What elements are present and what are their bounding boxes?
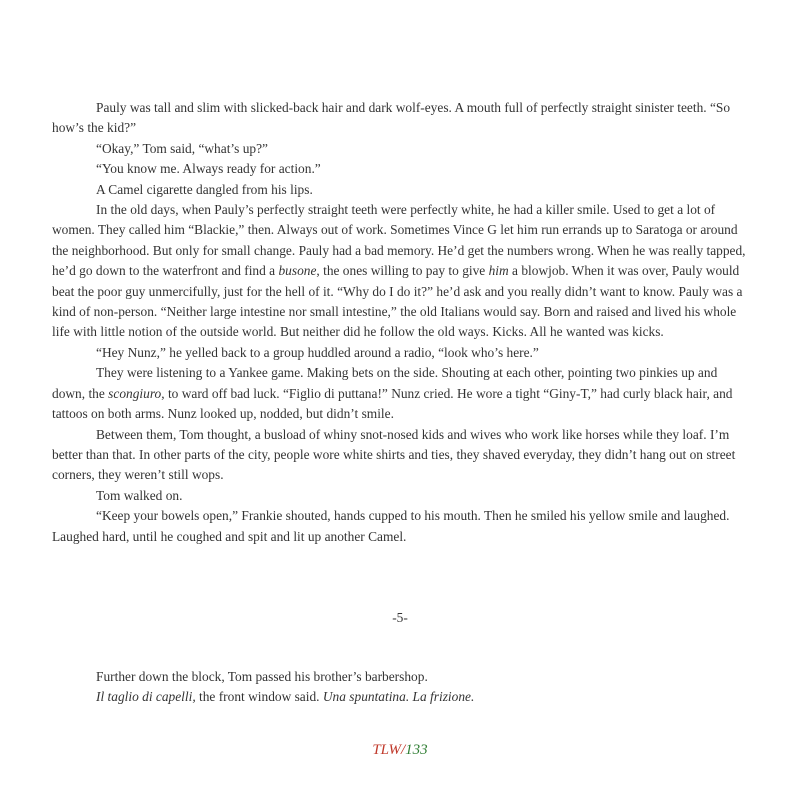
italic-text-run: scongiuro: [108, 385, 162, 401]
text-run: Between them, Tom thought, a busload of whiny snot-nosed kids and wives who work like horses while they loaf. I’m better than that. In other parts of the city, people wore white shirts and ties, they shaved everyday, they didn’t hang out on street corners, they weren’t still wops.: [52, 426, 736, 483]
section-marker: -5-: [392, 610, 408, 625]
italic-text-run: Il taglio di capelli,: [96, 689, 196, 705]
text-run: Pauly was tall and slim with slicked-back hair and dark wolf-eyes. A mouth full of perfectly straight sinister teeth. “So how’s the kid?”: [52, 100, 731, 136]
text-run: “Keep your bowels open,” Frankie shouted, hands cupped to his mouth. Then he smiled his yellow smile and laughed. Laughed hard, until he coughed and spit and lit up another Camel.: [52, 508, 730, 544]
italic-text-run: busone: [278, 263, 317, 279]
paragraph: [52, 506, 750, 547]
paragraph: [52, 200, 750, 343]
text-run: , to ward off bad luck. “Figlio di puttana!” Nunz cried. He wore a tight “Giny-T,” had curly black hair, and tattoos on both arms. Nunz looked up, nodded, but didn’t smile.: [52, 385, 733, 422]
paragraph: [52, 98, 750, 139]
text-run: A Camel cigarette dangled from his lips.: [96, 181, 313, 197]
paragraph: [52, 343, 750, 363]
italic-text-run: La frizione.: [412, 689, 475, 705]
text-run: “You know me. Always ready for action.”: [96, 161, 321, 177]
text-run: , the ones willing to pay to give: [316, 263, 489, 279]
text-run: “Hey Nunz,” he yelled back to a group huddled around a radio, “look who’s here.”: [96, 344, 539, 360]
paragraph: [52, 425, 750, 486]
story-body: [52, 98, 750, 547]
next-section-body: [52, 667, 750, 708]
footer-page-number: 133: [405, 742, 428, 758]
text-run: the front window said.: [195, 689, 323, 705]
paragraph: [52, 667, 750, 687]
footer-title-initials: TLW/: [372, 742, 406, 758]
paragraph: [52, 180, 750, 200]
italic-text-run: him: [488, 263, 509, 279]
text-run: Further down the block, Tom passed his brother’s barbershop.: [96, 669, 428, 684]
paragraph: [52, 159, 750, 179]
text-run: Tom walked on.: [96, 487, 183, 503]
text-run: They were listening to a Yankee game. Making bets on the side. Shouting at each other, pointing two pinkies up and down, the: [52, 365, 718, 401]
paragraph: [52, 363, 750, 424]
text-run: “Okay,” Tom said, “what’s up?”: [96, 140, 268, 156]
text-run: In the old days, when Pauly’s perfectly straight teeth were perfectly white, he had a killer smile. Used to get a lot of women. They called him “Blackie,” then. Always out of work. Sometimes Vince G let him run errands up to Saratoga or around the neighborhood. But only for small change. Pauly had a bad memory. He’d get the numbers wrong. When he was really tapped, he’d go down to the waterfront and find a: [52, 202, 746, 279]
text-run: a blowjob. When it was over, Pauly would beat the poor guy unmercifully, just for the hell of it. “Why do I do it?” he’d ask and you really didn’t want to know. Pauly was a kind of non-person. “Neither large intestine nor small intestine,” the old Italians would say. Born and raised and lived his whole life with little notion of the outside world. But neither did he follow the old ways. Kicks. All he wanted was kicks.: [52, 263, 743, 340]
paragraph: [52, 139, 750, 159]
page-footer: [0, 742, 800, 759]
italic-text-run: Una spuntatina.: [322, 689, 410, 705]
paragraph: [52, 486, 750, 506]
paragraph: [52, 687, 750, 707]
